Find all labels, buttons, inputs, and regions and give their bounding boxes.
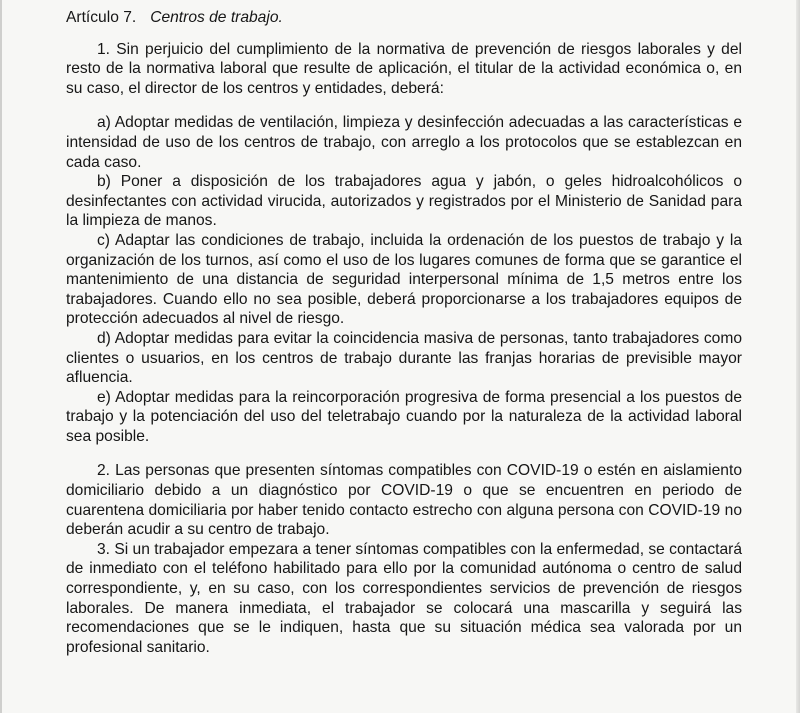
item-a: a) Adoptar medidas de ventilación, limpieza y desinfección adecuadas a las características e intensidad de uso de los centros de trabajo, con arreglo a los protocolos que se establezcan en cada caso. (66, 114, 742, 171)
item-e: e) Adoptar medidas para la reincorporación progresiva de forma presencial a los puestos de trabajo y la potenciación del uso del teletrabajo cuando por la naturaleza de la actividad laboral sea posible. (66, 388, 742, 445)
paragraph-2: 2. Las personas que presenten síntomas compatibles con COVID-19 o estén en aislamiento domiciliario debido a un diagnóstico por COVID-19 o que se encuentren en periodo de cuarentena domiciliaria por haber tenido contacto estrecho con alguna persona con COVID-19 no deberán acudir a su centro de trabajo. (66, 462, 742, 539)
page-right-edge (796, 0, 800, 713)
item-c: c) Adaptar las condiciones de trabajo, incluida la ordenación de los puestos de trabajo y la organización de los turnos, así como el uso de los lugares comunes de forma que se garantice el mantenimiento de una distancia de seguridad interpersonal mínima de 1,5 metros entre los trabajadores. Cuando ello no sea posible, deberá proporcionarse a los trabajadores equipos de protección adecuados al nivel de riesgo. (66, 231, 742, 328)
article-number: Artículo 7. (66, 9, 137, 26)
page-left-edge (0, 0, 2, 713)
item-b: b) Poner a disposición de los trabajadores agua y jabón, o geles hidroalcohólicos o desinfectantes con actividad virucida, autorizados y registrados por el Ministerio de Sanidad para la limpieza de manos. (66, 173, 742, 230)
article-title: Centros de trabajo. (150, 9, 283, 26)
paragraph-3: 3. Si un trabajador empezara a tener síntomas compatibles con la enfermedad, se contactará de inmediato con el teléfono habilitado para ello por la comunidad autónoma o centro de salud correspondiente, y, en su caso, con los correspondientes servicios de prevención de riesgos laborales. De manera inmediata, el trabajador se colocará una mascarilla y seguirá las recomendaciones que se le indiquen, hasta que su situación médica sea valorada por un profesional sanitario. (66, 540, 742, 656)
item-d: d) Adoptar medidas para evitar la coincidencia masiva de personas, tanto trabajadores como clientes o usuarios, en los centros de trabajo durante las franjas horarias de previsible mayor afluencia. (66, 329, 742, 387)
article-heading (66, 8, 742, 28)
paragraph-1: 1. Sin perjuicio del cumplimiento de la normativa de prevención de riesgos laborales y del resto de la normativa laboral que resulte de aplicación, el titular de la actividad económica o, en su caso, el director de los centros y entidades, deberá: (66, 40, 742, 97)
document-body (66, 8, 742, 657)
